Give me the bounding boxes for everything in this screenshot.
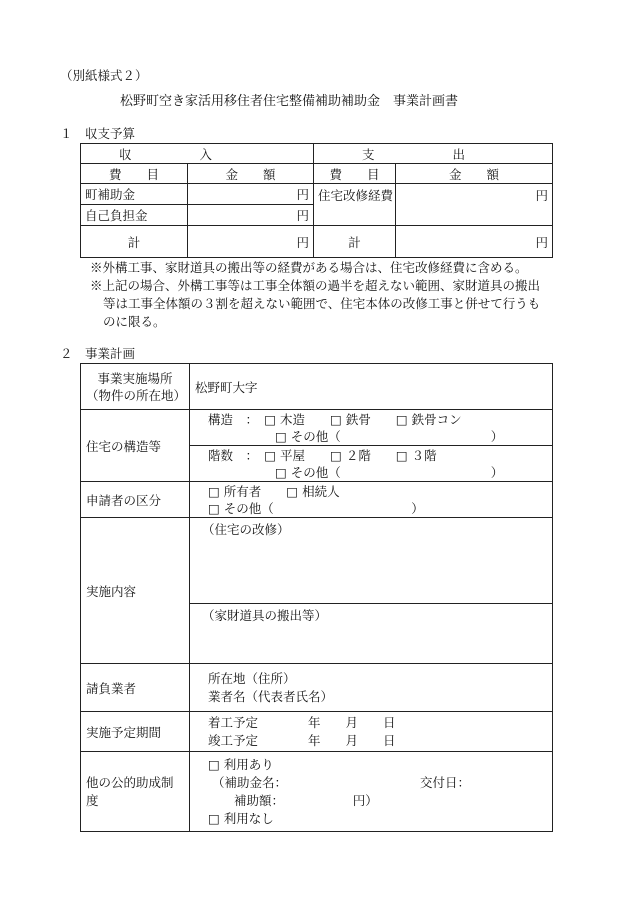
expense-header: 支 出 bbox=[314, 144, 553, 164]
section2-heading: ２ 事業計画 bbox=[60, 346, 136, 361]
income-item-town-subsidy: 町補助金 bbox=[81, 184, 188, 205]
content-renovation bbox=[190, 518, 552, 604]
note-line-2: ※上記の場合、外構工事等は工事全体額の過半を超えない範囲、家財道具の搬出 bbox=[90, 278, 541, 293]
note-line-4: のに限る。 bbox=[103, 314, 166, 329]
other-aid-line-3: 補助額： 円） bbox=[234, 792, 378, 808]
content-removal-label: （家財道具の搬出等） bbox=[202, 608, 328, 623]
expense-amount-renovation: 円 bbox=[396, 184, 553, 226]
applicant-label: 申請者の区分 bbox=[81, 482, 190, 518]
other-aid-line-4: □ 利用なし bbox=[208, 810, 274, 826]
budget-table bbox=[80, 143, 553, 258]
expense-item-header: 費 目 bbox=[314, 164, 396, 184]
content-area bbox=[190, 518, 553, 664]
document-title: 松野町空き家活用移住者住宅整備補助補助金 事業計画書 bbox=[120, 94, 459, 109]
other-aid-line-1: □ 利用あり bbox=[208, 756, 274, 772]
period-label: 実施予定期間 bbox=[81, 712, 190, 752]
structure-label: 住宅の構造等 bbox=[81, 410, 190, 482]
content-label: 実施内容 bbox=[81, 518, 190, 664]
other-aid-label: 他の公的助成制 度 bbox=[81, 752, 190, 832]
note-line-1: ※外構工事、家財道具の搬出等の経費がある場合は、住宅改修経費に含める。 bbox=[90, 260, 528, 275]
period-info bbox=[190, 712, 553, 752]
contractor-line-2: 業者名（代表者氏名） bbox=[208, 688, 334, 704]
applicant-options bbox=[190, 482, 553, 518]
income-amount-header: 金 額 bbox=[188, 164, 314, 184]
structure-line-1: 構造 ： □ 木造 □ 鉄骨 □ 鉄骨コン bbox=[208, 411, 462, 427]
expense-total-amount: 円 bbox=[396, 226, 553, 258]
content-renovation-label: （住宅の改修） bbox=[202, 522, 290, 537]
other-aid-line-2: （補助金名： 交付日： bbox=[212, 774, 471, 790]
budget-notes bbox=[90, 259, 540, 331]
plan-table bbox=[80, 363, 553, 832]
form-number: （別紙様式２） bbox=[60, 68, 148, 83]
other-aid-info bbox=[190, 752, 553, 832]
floors-line-2: □ その他（ ） bbox=[275, 464, 504, 480]
floors-line-1: 階数 ： □ 平屋 □ ２階 □ ３階 bbox=[208, 447, 437, 463]
contractor-info bbox=[190, 664, 553, 712]
note-line-3: 等は工事全体額の３割を超えない範囲で、住宅本体の改修工事と併せて行うも bbox=[103, 296, 541, 311]
location-value: 松野町大字 bbox=[190, 364, 553, 410]
income-amount-town-subsidy: 円 bbox=[188, 184, 314, 205]
content-removal bbox=[190, 604, 552, 624]
income-item-self-pay: 自己負担金 bbox=[81, 205, 188, 226]
location-label: 事業実施場所 （物件の所在地） bbox=[81, 364, 190, 410]
income-amount-self-pay: 円 bbox=[188, 205, 314, 226]
section1-heading: １ 収支予算 bbox=[60, 126, 136, 141]
income-item-header: 費 目 bbox=[81, 164, 188, 184]
expense-amount-header: 金 額 bbox=[396, 164, 553, 184]
applicant-line-1: □ 所有者 □ 相続人 bbox=[208, 483, 340, 499]
floors-options bbox=[190, 446, 553, 482]
contractor-line-1: 所在地（住所） bbox=[208, 670, 296, 686]
expense-item-renovation: 住宅改修経費 bbox=[314, 184, 396, 226]
period-line-2: 竣工予定 年 月 日 bbox=[208, 732, 396, 748]
structure-options bbox=[190, 410, 553, 446]
contractor-label: 請負業者 bbox=[81, 664, 190, 712]
expense-total-label: 計 bbox=[314, 226, 396, 258]
structure-line-2: □ その他（ ） bbox=[275, 428, 504, 444]
applicant-line-2: □ その他（ ） bbox=[208, 500, 424, 516]
income-total-label: 計 bbox=[81, 226, 188, 258]
period-line-1: 着工予定 年 月 日 bbox=[208, 714, 396, 730]
income-total-amount: 円 bbox=[188, 226, 314, 258]
income-header: 収 入 bbox=[81, 144, 314, 164]
